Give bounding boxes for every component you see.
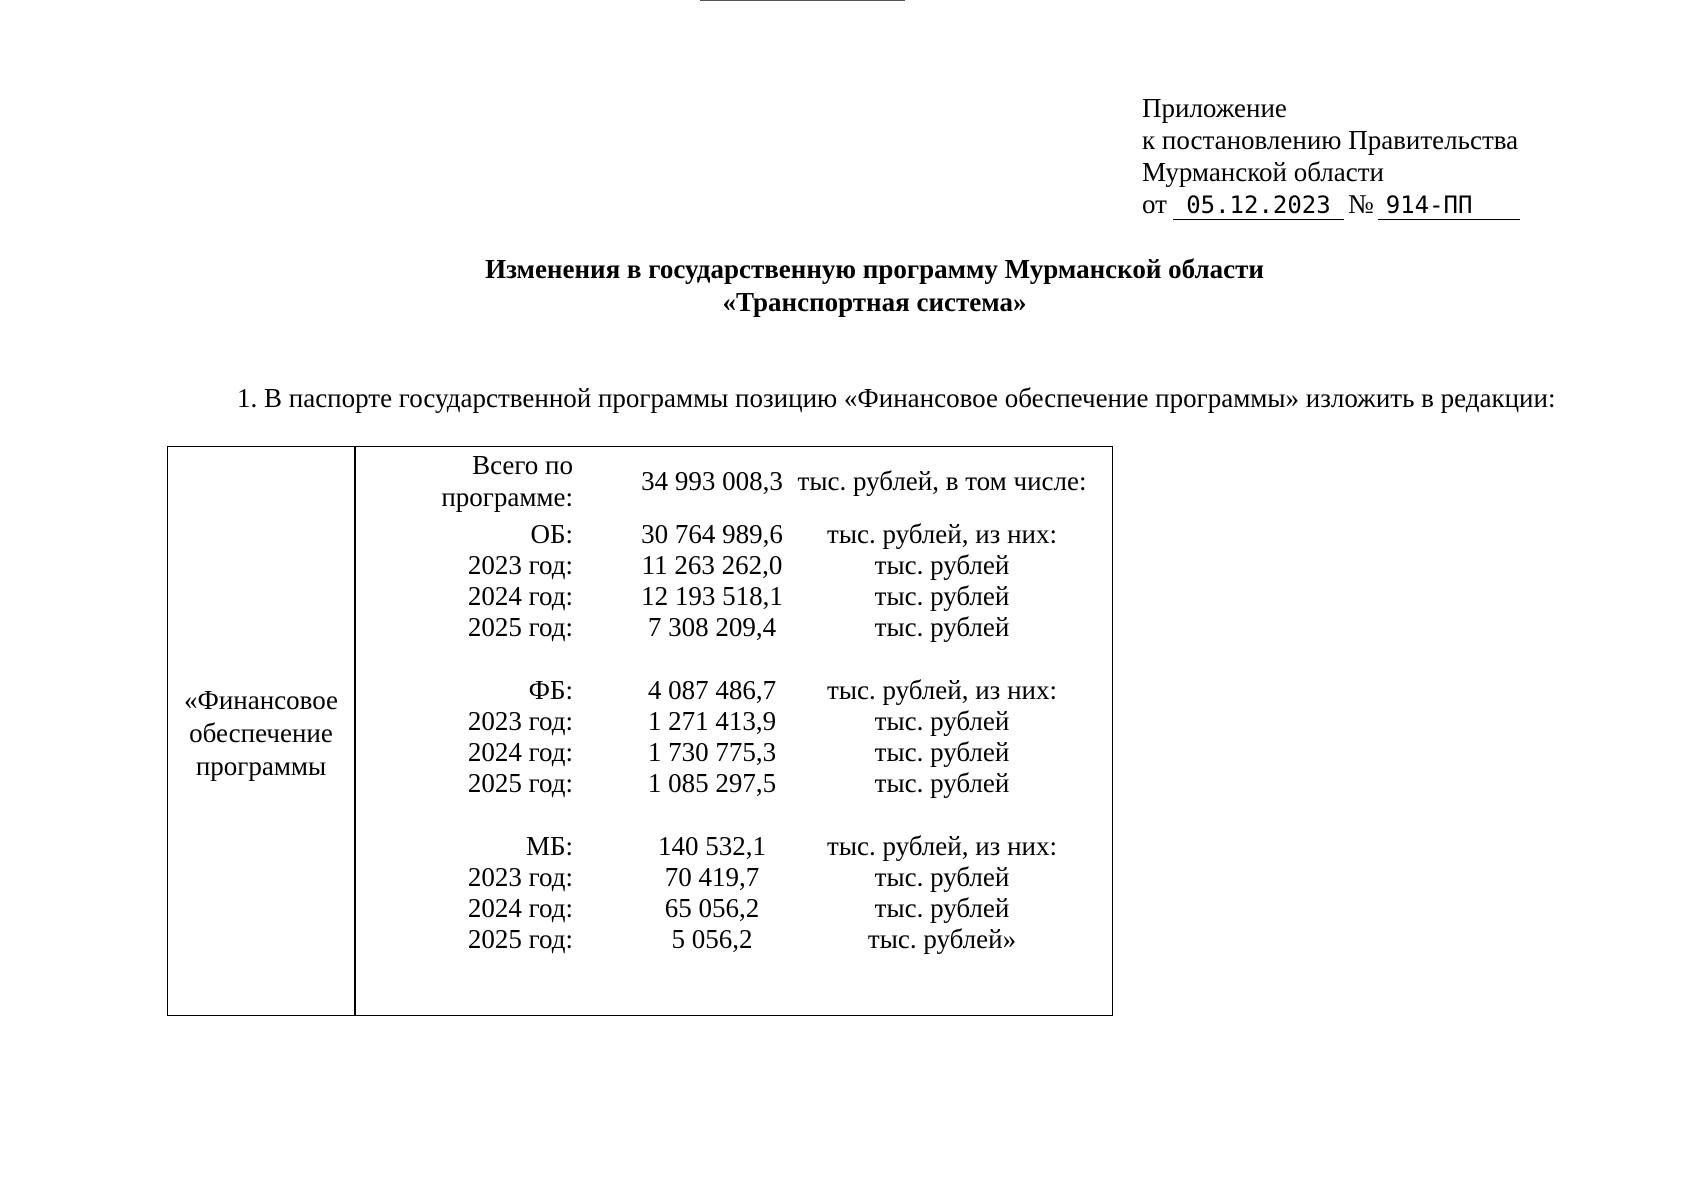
approval-line-3: Мурманской области (1142, 157, 1384, 187)
row-label: 2023 год: (467, 706, 573, 736)
total-label-line-2: программе: (441, 482, 573, 512)
total-row (355, 447, 1113, 515)
row-unit: тыс. рублей (874, 768, 1010, 798)
table-row (355, 517, 1113, 551)
document-title (0, 253, 1699, 319)
row-label: 2023 год: (467, 550, 573, 580)
top-edge-line (700, 0, 905, 1)
date-prefix: от (1142, 189, 1167, 219)
title-line-1: Изменения в государственную программу Мурманской области (485, 254, 1264, 284)
intro-paragraph: 1. В паспорте государственной программы позицию «Финансовое обеспечение программы» изложить в редакции: (237, 383, 1556, 413)
row-label: 2024 год: (467, 893, 573, 923)
row-value: 70 419,7 (664, 862, 760, 892)
table-row (355, 860, 1113, 894)
row-value: 140 532,1 (658, 831, 766, 861)
row-value: 1 085 297,5 (647, 768, 777, 798)
row-unit: тыс. рублей (874, 550, 1010, 580)
row-unit: тыс. рублей (874, 581, 1010, 611)
row-unit: тыс. рублей, из них: (827, 831, 1057, 861)
table-row (355, 922, 1113, 956)
row-value: 4 087 486,7 (647, 675, 777, 705)
row-label: МБ: (525, 831, 573, 861)
financing-label-line-2: обеспечение (189, 718, 333, 748)
row-unit: тыс. рублей (874, 612, 1010, 642)
total-label (441, 449, 573, 513)
row-unit: тыс. рублей, из них: (827, 519, 1057, 549)
row-unit: тыс. рублей (874, 862, 1010, 892)
table-row (355, 610, 1113, 644)
row-value: 12 193 518,1 (641, 581, 783, 611)
row-unit: тыс. рублей» (867, 924, 1017, 954)
title-line-2: «Транспортная система» (722, 287, 1027, 317)
row-unit: тыс. рублей (874, 893, 1010, 923)
financing-label-line-3: программы (195, 751, 327, 781)
financing-table (167, 446, 1113, 1016)
table-row (355, 579, 1113, 613)
row-label: ФБ: (528, 675, 573, 705)
financing-label-line-1: «Финансовое (183, 685, 339, 715)
row-unit: тыс. рублей (874, 706, 1010, 736)
row-label: 2025 год: (467, 924, 573, 954)
approval-block (1142, 92, 1520, 220)
row-unit: тыс. рублей (874, 737, 1010, 767)
number-label: № (1347, 189, 1374, 219)
row-value: 1 271 413,9 (647, 706, 777, 736)
financing-label-cell (168, 684, 354, 783)
approval-line-1: Приложение (1142, 93, 1287, 123)
row-label: ОБ: (530, 519, 573, 549)
decree-number: 914-ПП (1378, 191, 1520, 220)
table-row (355, 673, 1113, 707)
total-value: 34 993 008,3 (641, 466, 783, 496)
row-value: 7 308 209,4 (647, 612, 777, 642)
total-label-line-1: Всего по (472, 450, 573, 480)
approval-line-2: к постановлению Правительства (1142, 125, 1519, 155)
decree-date: 05.12.2023 (1173, 191, 1344, 220)
row-value: 65 056,2 (664, 893, 760, 923)
table-row (355, 735, 1113, 769)
table-row (355, 766, 1113, 800)
row-unit: тыс. рублей, из них: (827, 675, 1057, 705)
row-label: 2025 год: (467, 768, 573, 798)
row-value: 11 263 262,0 (641, 550, 783, 580)
row-value: 1 730 775,3 (647, 737, 777, 767)
table-row (355, 548, 1113, 582)
row-label: 2023 год: (467, 862, 573, 892)
row-value: 5 056,2 (671, 924, 753, 954)
row-label: 2025 год: (467, 612, 573, 642)
row-value: 30 764 989,6 (641, 519, 783, 549)
row-label: 2024 год: (467, 737, 573, 767)
table-row (355, 891, 1113, 925)
total-unit: тыс. рублей, в том числе: (797, 466, 1087, 496)
table-row (355, 829, 1113, 863)
approval-signature-line (1142, 188, 1520, 220)
table-row (355, 704, 1113, 738)
row-label: 2024 год: (467, 581, 573, 611)
